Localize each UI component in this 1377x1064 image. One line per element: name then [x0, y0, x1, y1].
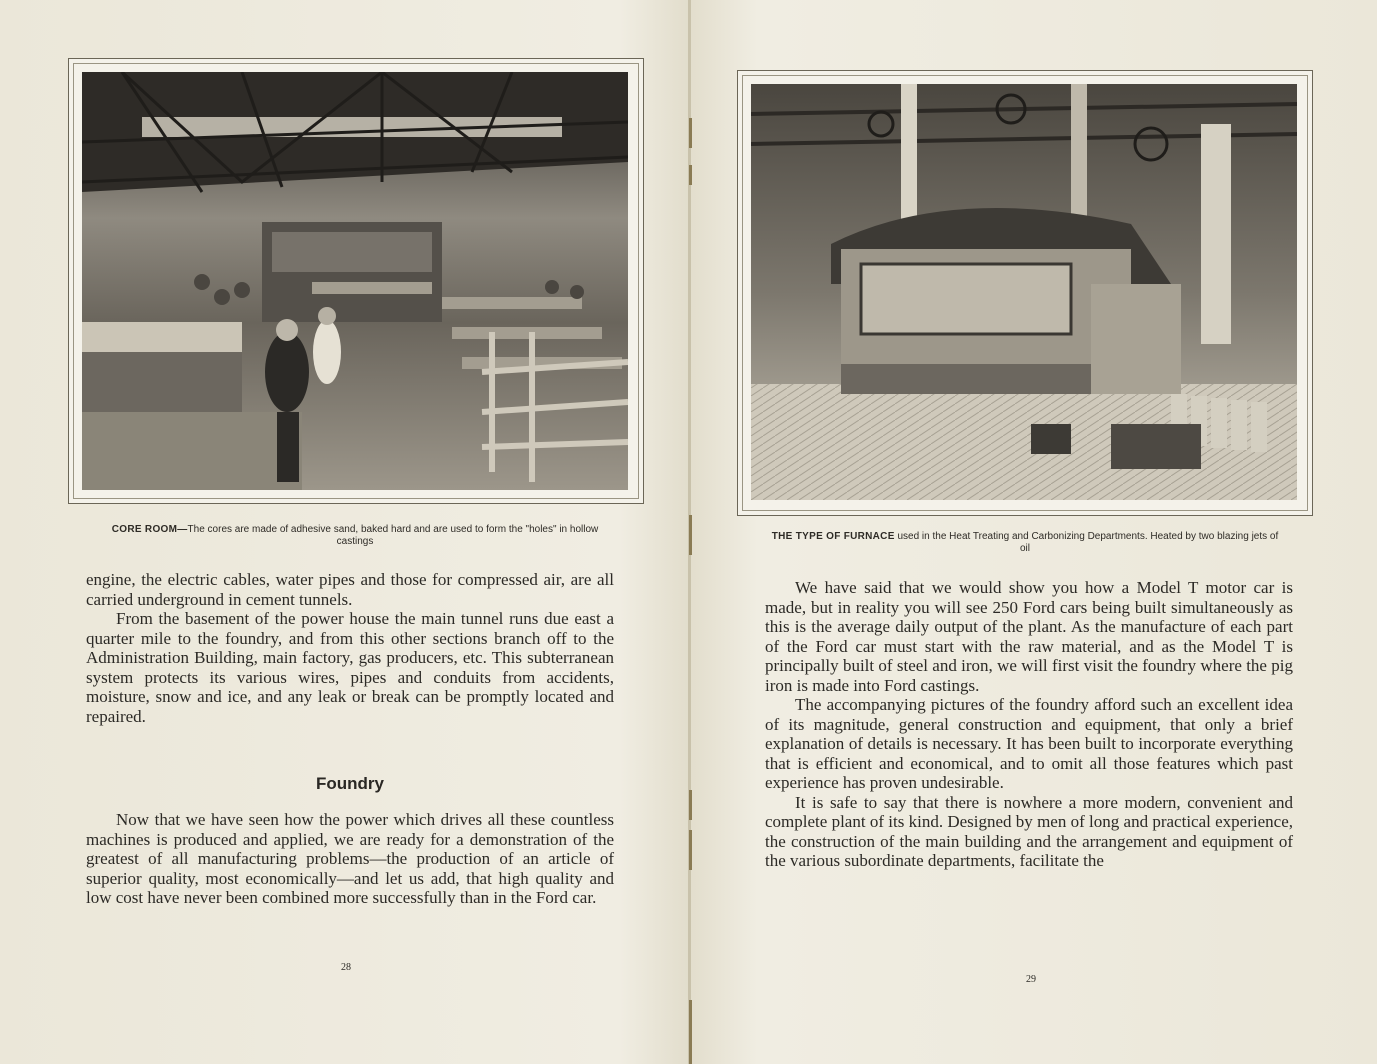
- body-text-bottom: [86, 810, 614, 908]
- left-page: [0, 0, 688, 1064]
- body-text-top: [86, 570, 614, 726]
- right-page: [691, 0, 1377, 1064]
- body-text: [765, 578, 1293, 871]
- paragraph: Now that we have seen how the power which drives all these countless machines is produced and applied, we are ready for a demonstration of the greatest of all manufacturing problems—the production of an article of superior quality, most economically—and let us add, that high quality and low cost have never been combined more successfully than in the Ford car.: [86, 810, 614, 907]
- furnace-photo: [751, 84, 1297, 500]
- caption-text: used in the Heat Treating and Carbonizing Departments. Heated by two blazing jets of oil: [894, 531, 1279, 554]
- paragraph: engine, the electric cables, water pipes and those for compressed air, are all carried underground in cement tunnels.: [86, 570, 614, 609]
- page-number: 28: [341, 962, 351, 973]
- caption-lead: THE TYPE OF FURNACE: [771, 531, 895, 542]
- core-room-photo: [82, 72, 628, 490]
- caption-lead: CORE ROOM—: [111, 524, 188, 535]
- section-heading: Foundry: [316, 774, 384, 793]
- paragraph: The accompanying pictures of the foundry afford such an excellent idea of its magnitude, general construction and equipment, that only a brief explanation of details is necessary. It has been built to incorporate everything that is efficient and economical, and to omit all those features which past experience has proven undesirable.: [765, 695, 1293, 792]
- photo-caption: [95, 524, 615, 548]
- caption-text: The cores are made of adhesive sand, baked hard and are used to form the "holes" in hollow castings: [187, 524, 599, 547]
- paragraph: It is safe to say that there is nowhere a more modern, convenient and complete plant of its kind. Designed by men of long and practical experience, the construction of the main building and the arrangement and equipment of the various subordinate departments, facilitate the: [765, 792, 1293, 870]
- paragraph: From the basement of the power house the main tunnel runs due east a quarter mile to the foundry, and from this other sections branch off to the Administration Building, main factory, gas producers, etc. This subterranean system protects its various wires, pipes and conduits from accidents, moisture, snow and ice, and any leak or break can be promptly located and repaired.: [86, 609, 614, 726]
- paragraph: We have said that we would show you how a Model T motor car is made, but in reality you will see 250 Ford cars being built simultaneously as this is the average daily output of the plant. As the manufacture of each part of the Ford car must start with the raw material, and as the Model T is principally built of steel and iron, we will first visit the foundry where the pig iron is made into Ford castings.: [765, 578, 1293, 695]
- photo-caption: [771, 531, 1279, 555]
- page-number: 29: [1026, 974, 1036, 985]
